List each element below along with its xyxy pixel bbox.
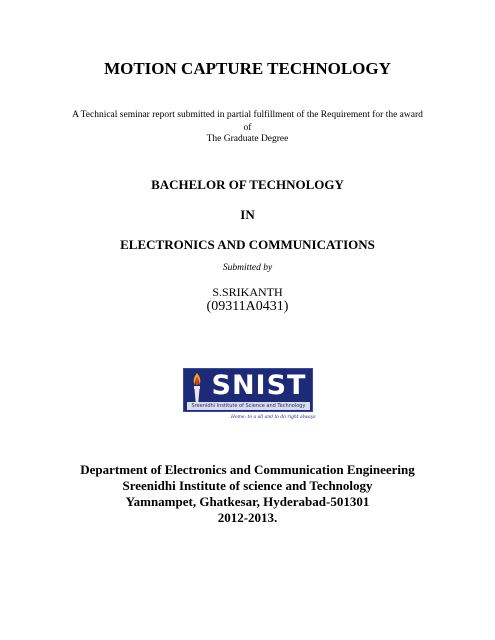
logo-banner (183, 368, 313, 412)
submitted-by-label: Submitted by (222, 263, 273, 273)
student-name: S.SRIKANTH (212, 285, 283, 299)
subtitle-line-1: A Technical seminar report submitted in partial fulfillment of the Requirement for the award (72, 110, 423, 120)
logo-strip: Sreenidhi Institute of Science and Technology (187, 402, 310, 410)
logo-motto: Home: to a all and to do right always (231, 415, 316, 420)
address-line: Yamnampet, Ghatkesar, Hyderabad-501301 (125, 494, 370, 509)
institution-logo (183, 368, 316, 426)
logo-wordmark: SNIST (211, 370, 307, 401)
institute-line: Sreenidhi Institute of science and Technology (122, 478, 373, 493)
in-heading: IN (240, 207, 255, 222)
subtitle-line-2: of (243, 123, 252, 133)
report-title: MOTION CAPTURE TECHNOLOGY (104, 59, 391, 78)
department-line: Department of Electronics and Communication Engineering (80, 462, 415, 477)
academic-year-line: 2012-2013. (217, 510, 278, 525)
subtitle-line-3: The Graduate Degree (206, 134, 289, 144)
roll-number: (09311A0431) (206, 299, 289, 314)
branch-heading: ELECTRONICS AND COMMUNICATIONS (120, 237, 375, 252)
degree-heading: BACHELOR OF TECHNOLOGY (151, 177, 344, 192)
